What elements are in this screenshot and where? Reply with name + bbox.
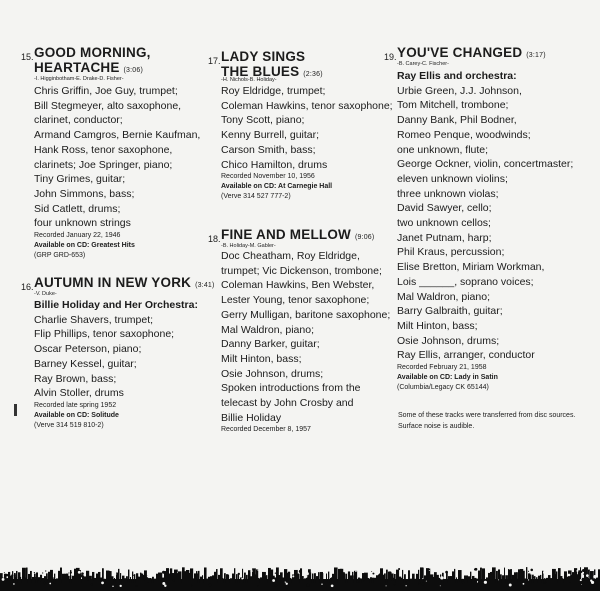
personnel-line: Tiny Grimes, guitar; [34,173,126,186]
personnel-line: Barry Galbraith, guitar; [397,305,503,318]
personnel-line: Alvin Stoller, drums [34,387,124,400]
track-title [34,276,215,294]
recording-info: Available on CD: At Carnegie Hall [221,183,333,191]
personnel-line: Phil Kraus, percussion; [397,246,505,259]
personnel-list [34,298,224,431]
track-title [34,46,151,78]
personnel-line: Chico Hamilton, drums [221,158,328,171]
track-number: 18. [208,234,221,244]
personnel-line: Lester Young, tenor saxophone; [221,294,370,307]
personnel-line: Ray Ellis, arranger, conductor [397,349,535,362]
personnel-line: Tony Scott, piano; [221,114,305,127]
track-duration: (9:06) [354,234,375,241]
personnel-line: Oscar Peterson, piano; [34,343,142,356]
songwriter-credits: -I. Higginbotham-E. Drake-D. Fisher- [34,76,124,82]
personnel-line: Billie Holiday [221,411,282,424]
personnel-line: Spoken introductions from the [221,382,361,395]
recording-info: Recorded December 8, 1957 [221,426,311,434]
track-duration: (2:36) [303,70,323,78]
personnel-list [397,69,587,393]
personnel-line: Charlie Shavers, trumpet; [34,313,154,326]
recording-info: Available on CD: Greatest Hits [34,242,135,250]
personnel-line: Doc Cheatham, Roy Eldridge, [221,250,360,262]
track-title-line: AUTUMN IN NEW YORK [34,275,192,290]
personnel-line: Milt Hinton, bass; [397,319,478,332]
personnel-line: eleven unknown violins; [397,172,508,185]
personnel-list [34,84,224,261]
track-number: 17. [208,56,221,66]
personnel-line: Osie Johnson, drums; [221,367,324,380]
personnel-line: Ray Ellis and orchestra: [397,70,517,82]
personnel-line: Billie Holiday and Her Orchestra: [34,299,198,311]
personnel-line: Lois ______, soprano voices; [397,275,534,288]
personnel-line: Coleman Hawkins, Ben Webster, [221,279,375,292]
personnel-line: Urbie Green, J.J. Johnson, [397,84,522,97]
personnel-line: Danny Barker, guitar; [221,338,320,351]
personnel-line: Barney Kessel, guitar; [34,357,137,370]
track-title-line: THE BLUES [221,63,300,79]
track-title-line: YOU'VE CHANGED [397,45,523,60]
personnel-line: John Simmons, bass; [34,187,135,200]
personnel-line: Elise Bretton, Miriam Workman, [397,261,545,274]
personnel-line: Janet Putnam, harp; [397,231,492,244]
track-title-line: HEARTACHE [34,59,120,75]
recording-info: Recorded November 10, 1956 [221,173,315,181]
recording-info: (Verve 314 519 810-2) [34,421,104,429]
personnel-line: Danny Bank, Phil Bodner, [397,114,517,127]
track-duration: (3:17) [526,52,546,59]
margin-mark [14,404,17,416]
personnel-line: Osie Johnson, drums; [397,334,500,347]
personnel-list [221,84,411,202]
personnel-line: David Sawyer, cello; [397,202,492,215]
personnel-line: Kenny Burrell, guitar; [221,129,320,142]
recording-info: Recorded late spring 1952 [34,401,117,409]
personnel-line: Gerry Mulligan, baritone saxophone; [221,308,391,321]
track-number: 16. [21,282,34,292]
personnel-line: Milt Hinton, bass; [221,352,302,365]
recording-info: (GRP GRD-653) [34,252,86,260]
personnel-line: George Ockner, violin, concertmaster; [397,158,574,171]
track-duration: (3:41) [195,282,215,289]
personnel-line: clarinets; Joe Springer, piano; [34,158,173,171]
personnel-line: Mal Waldron, piano; [221,323,314,336]
personnel-line: telecast by John Crosby and [221,397,354,410]
personnel-line: Flip Phillips, tenor saxophone; [34,328,175,341]
recording-info: Recorded January 22, 1946 [34,232,121,240]
personnel-line: Tom Mitchell, trombone; [397,99,509,112]
songwriter-credits: -V. Duke- [34,291,57,297]
track-title-line: GOOD MORNING, [34,45,151,60]
personnel-line: Roy Eldridge, trumpet; [221,85,326,97]
recording-info: Available on CD: Lady in Satin [397,374,498,382]
personnel-line: one unknown, flute; [397,143,489,156]
grunge-border [0,565,600,591]
personnel-line: Armand Camgros, Bernie Kaufman, [34,129,201,142]
track-number: 19. [384,52,397,62]
songwriter-credits: -B. Holiday-M. Gabler- [221,243,276,249]
personnel-line: trumpet; Vic Dickenson, trombone; [221,264,382,277]
recording-info: Available on CD: Solitude [34,411,119,419]
personnel-line: clarinet, conductor; [34,114,123,127]
personnel-line: Ray Brown, bass; [34,372,117,385]
personnel-line: Carson Smith, bass; [221,143,316,156]
transfer-note: Some of these tracks were transferred from disc sources. Surface noise is audible. [398,412,576,430]
personnel-line: Hank Ross, tenor saxophone, [34,143,173,156]
personnel-line: Coleman Hawkins, tenor saxophone; [221,99,393,112]
songwriter-credits: -B. Carey-C. Fischer- [397,61,449,67]
recording-info: (Verve 314 527 777-2) [221,193,291,201]
personnel-line: two unknown cellos; [397,217,491,230]
track-duration: (3:06) [123,66,144,74]
personnel-line: Chris Griffin, Joe Guy, trumpet; [34,85,178,97]
personnel-line: Mal Waldron, piano; [397,290,490,303]
track-number: 15. [21,52,34,62]
track-title-line: FINE AND MELLOW [221,227,351,242]
recording-info: (Columbia/Legacy CK 65144) [397,384,489,392]
songwriter-credits: -H. Nichols-B. Holiday- [221,77,277,83]
recording-info: Recorded February 21, 1958 [397,364,487,372]
personnel-line: Sid Catlett, drums; [34,202,121,215]
track-title-line: LADY SINGS [221,49,306,64]
personnel-line: Romeo Penque, woodwinds; [397,128,531,141]
personnel-line: Bill Stegmeyer, alto saxophone, [34,99,182,112]
personnel-line: four unknown strings [34,217,131,230]
personnel-line: three unknown violas; [397,187,499,200]
personnel-list [221,249,411,435]
